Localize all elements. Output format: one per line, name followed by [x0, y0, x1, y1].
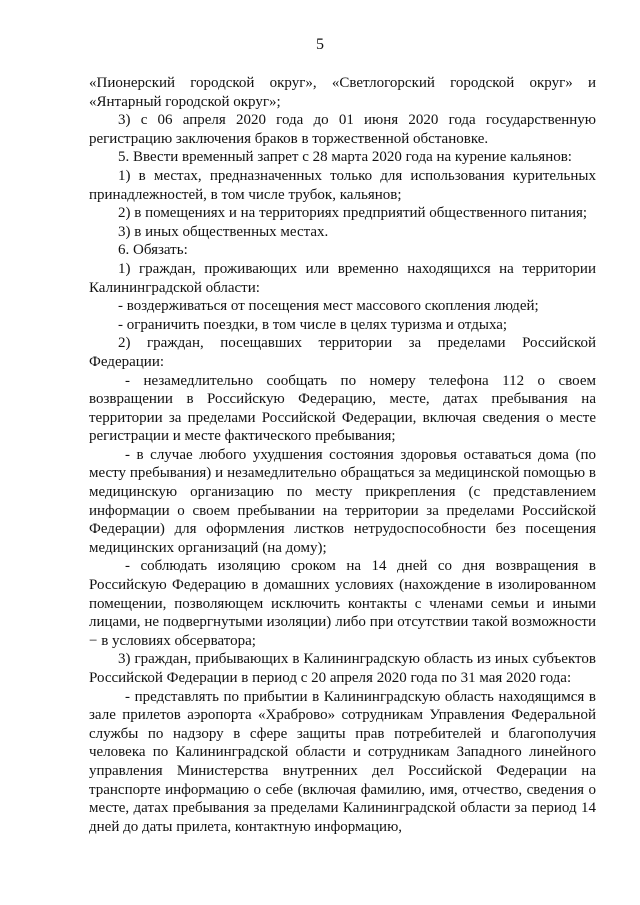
paragraph: 2) граждан, посещавших территории за пределами Российской Федерации: [89, 335, 596, 370]
paragraph: 1) граждан, проживающих или временно находящихся на территории Калининградской области: [89, 260, 596, 296]
paragraph: 3) граждан, прибывающих в Калининградскую область из иных субъектов Российской Федерации в период с 20 апреля 2020 года по 31 мая 2020 года: [89, 651, 596, 686]
list-item: - воздерживаться от посещения мест массового скопления людей; [118, 298, 539, 315]
list-item: - соблюдать изоляцию сроком на 14 дней со дня возвращения в Российскую Федерацию в домашних условиях (нахождение в изолированном помещении, позволяющем исключить контакты с членами семьи и иными лицами, не подвергнутыми изоляции) либо при отсутствии такой возможности − в условиях обсерватора; [89, 558, 596, 649]
document-body [89, 74, 596, 836]
paragraph: 3) в иных общественных местах. [118, 223, 329, 240]
paragraph: «Пионерский городской округ», «Светлогорский городской округ» и «Янтарный городской округ»; [89, 75, 596, 110]
paragraph: 5. Ввести временный запрет с 28 марта 2020 года на курение кальянов: [118, 149, 572, 166]
paragraph: 3) с 06 апреля 2020 года до 01 июня 2020 года государственную регистрацию заключения браков в торжественной обстановке. [89, 112, 596, 147]
paragraph: 6. Обязать: [118, 242, 188, 259]
list-item: - представлять по прибытии в Калининградскую область находящимся в зале прилетов аэропорта «Храброво» сотрудникам Управления Федеральной службы по надзору в сфере защиты прав потребителей и благополучия человека по Калининградской области и сотрудникам Западного линейного управления Министерства внутренних дел Российской Федерации на транспорте информацию о себе (включая фамилию, имя, отчество, сведения о месте, датах пребывания за пределами Калининградской области за период 14 дней до даты прилета, контактную информацию, [89, 688, 596, 835]
paragraph: 1) в местах, предназначенных только для использования курительных принадлежностей, в том числе трубок, кальянов; [89, 167, 596, 203]
list-item: - в случае любого ухудшения состояния здоровья оставаться дома (по месту пребывания) и незамедлительно обращаться за медицинской помощью в медицинскую организацию по месту прикрепления (с представлением информации о своем пребывании на территории за пределами Российской Федерации) для оформления листков нетрудоспособности без посещения медицинских организаций (на дому); [89, 446, 596, 556]
page-number: 5 [316, 36, 324, 53]
list-item: - незамедлительно сообщать по номеру телефона 112 о своем возвращении в Российскую Федерацию, месте, датах пребывания на территории за пределами Российской Федерации, включая сведения о месте регистрации и месте фактического пребывания; [89, 372, 596, 445]
list-item: - ограничить поездки, в том числе в целях туризма и отдыха; [118, 316, 508, 333]
paragraph: 2) в помещениях и на территориях предприятий общественного питания; [118, 205, 588, 222]
